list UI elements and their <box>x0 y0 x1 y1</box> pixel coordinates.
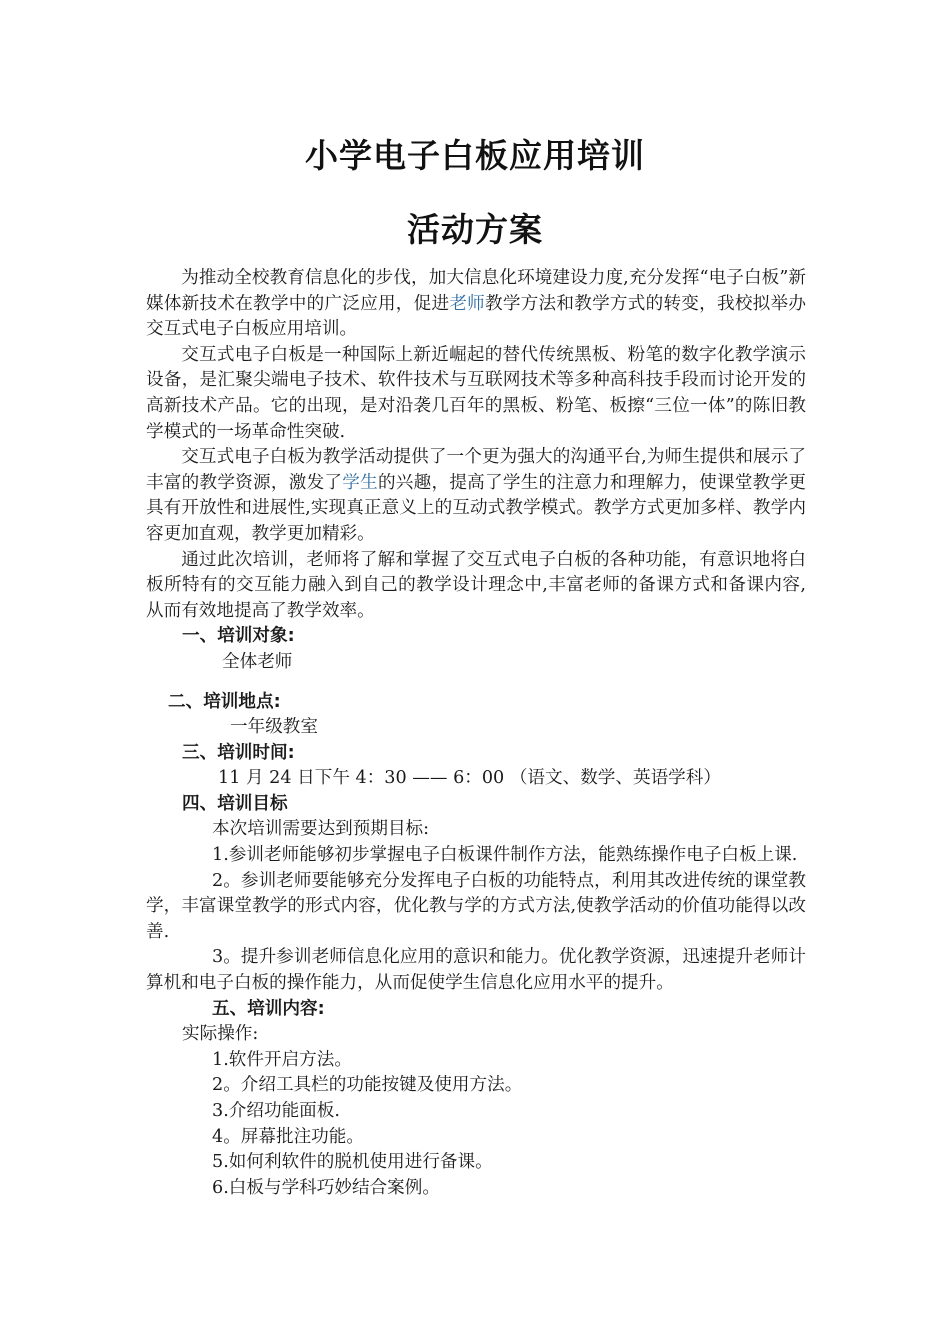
student-link[interactable]: 学生 <box>342 472 378 493</box>
section-heading-location: 二、培训地点: <box>168 691 281 712</box>
intro-p3-text-b: 的兴趣，提高了学生的注意力和理解力，使课堂教学更具有开放性和进展性,实现真正意义上的互动式教学模式。教学方式更加多样、教学内容更加直观，教学更加精彩。 <box>146 472 806 544</box>
intro-p1-text-b: 教学方法和教学方式的转变，我校拟举办交互式电子白板应用培训。 <box>146 293 806 340</box>
intro-paragraph-2: 交互式电子白板是一种国际上新近崛起的替代传统黑板、粉笔的数字化教学演示设备，是汇聚尖端电子技术、软件技术与互联网技术等多种高科技手段而讨论开发的高新技术产品。它的出现，是对沿袭几百年的黑板、粉笔、板擦“三位一体”的陈旧教学模式的一场革命性突破. <box>146 344 806 442</box>
content-item-5: 5.如何利软件的脱机使用进行备课。 <box>212 1152 493 1173</box>
content-item-2: 2。介绍工具栏的功能按键及使用方法。 <box>212 1075 523 1096</box>
content-item-3: 3.介绍功能面板. <box>212 1101 340 1121</box>
section-heading-time: 三、培训时间: <box>182 742 295 763</box>
content-item-4: 4。屏幕批注功能。 <box>212 1126 364 1147</box>
section-heading-content: 五、培训内容: <box>212 998 325 1019</box>
intro-p1-text-a: 为推动全校教育信息化的步伐，加大信息化环境建设力度,充分发挥“电子白板”新媒体新技术在教学中的广泛应用，促进 <box>146 268 806 314</box>
section-heading-goals: 四、培训目标 <box>182 793 288 814</box>
intro-paragraph-1 <box>146 266 806 343</box>
content-item-1: 1.软件开启方法。 <box>212 1049 352 1070</box>
goal-item-2: 2。参训老师要能够充分发挥电子白板的功能特点，利用其改进传统的课堂教学，丰富课堂教学的形式内容，优化教与学的方式方法,使教学活动的价值功能得以改善. <box>146 870 806 942</box>
document-title: 小学电子白板应用培训 <box>305 136 645 175</box>
goals-intro: 本次培训需要达到预期目标: <box>212 819 430 840</box>
section-heading-audience: 一、培训对象: <box>182 626 295 647</box>
content-item-6: 6.白板与学科巧妙结合案例。 <box>212 1177 440 1198</box>
intro-paragraph-4: 通过此次培训，老师将了解和掌握了交互式电子白板的各种功能，有意识地将白板所特有的交互能力融入到自己的教学设计理念中,丰富老师的备课方式和备课内容,从而有效地提高了教学效率。 <box>146 549 806 621</box>
teacher-link[interactable]: 老师 <box>449 293 486 314</box>
document-subtitle: 活动方案 <box>407 210 543 249</box>
intro-paragraph-3 <box>146 445 806 547</box>
intro-p3-text-a: 交互式电子白板为教学活动提供了一个更为强大的沟通平台,为师生提供和展示了丰富的教学资源，激发了 <box>146 447 806 493</box>
section-value-location: 一年级教室 <box>230 717 318 738</box>
content-intro: 实际操作: <box>182 1024 259 1045</box>
spacer <box>146 676 806 690</box>
goal-item-1 <box>146 843 806 869</box>
document-body <box>146 266 806 1201</box>
goal-item-1-text: 1.参训老师能够初步掌握电子白板课件制作方法，能熟练操作电子白板上课. <box>212 845 798 866</box>
goal-item-3: 3。提升参训老师信息化应用的意识和能力。优化教学资源，迅速提升老师计算机和电子白板的操作能力，从而促使学生信息化应用水平的提升。 <box>146 947 806 994</box>
section-value-time: 11 月 24 日下午 4：30 —— 6：00 （语文、数学、英语学科） <box>218 768 721 789</box>
section-value-audience: 全体老师 <box>222 651 293 672</box>
